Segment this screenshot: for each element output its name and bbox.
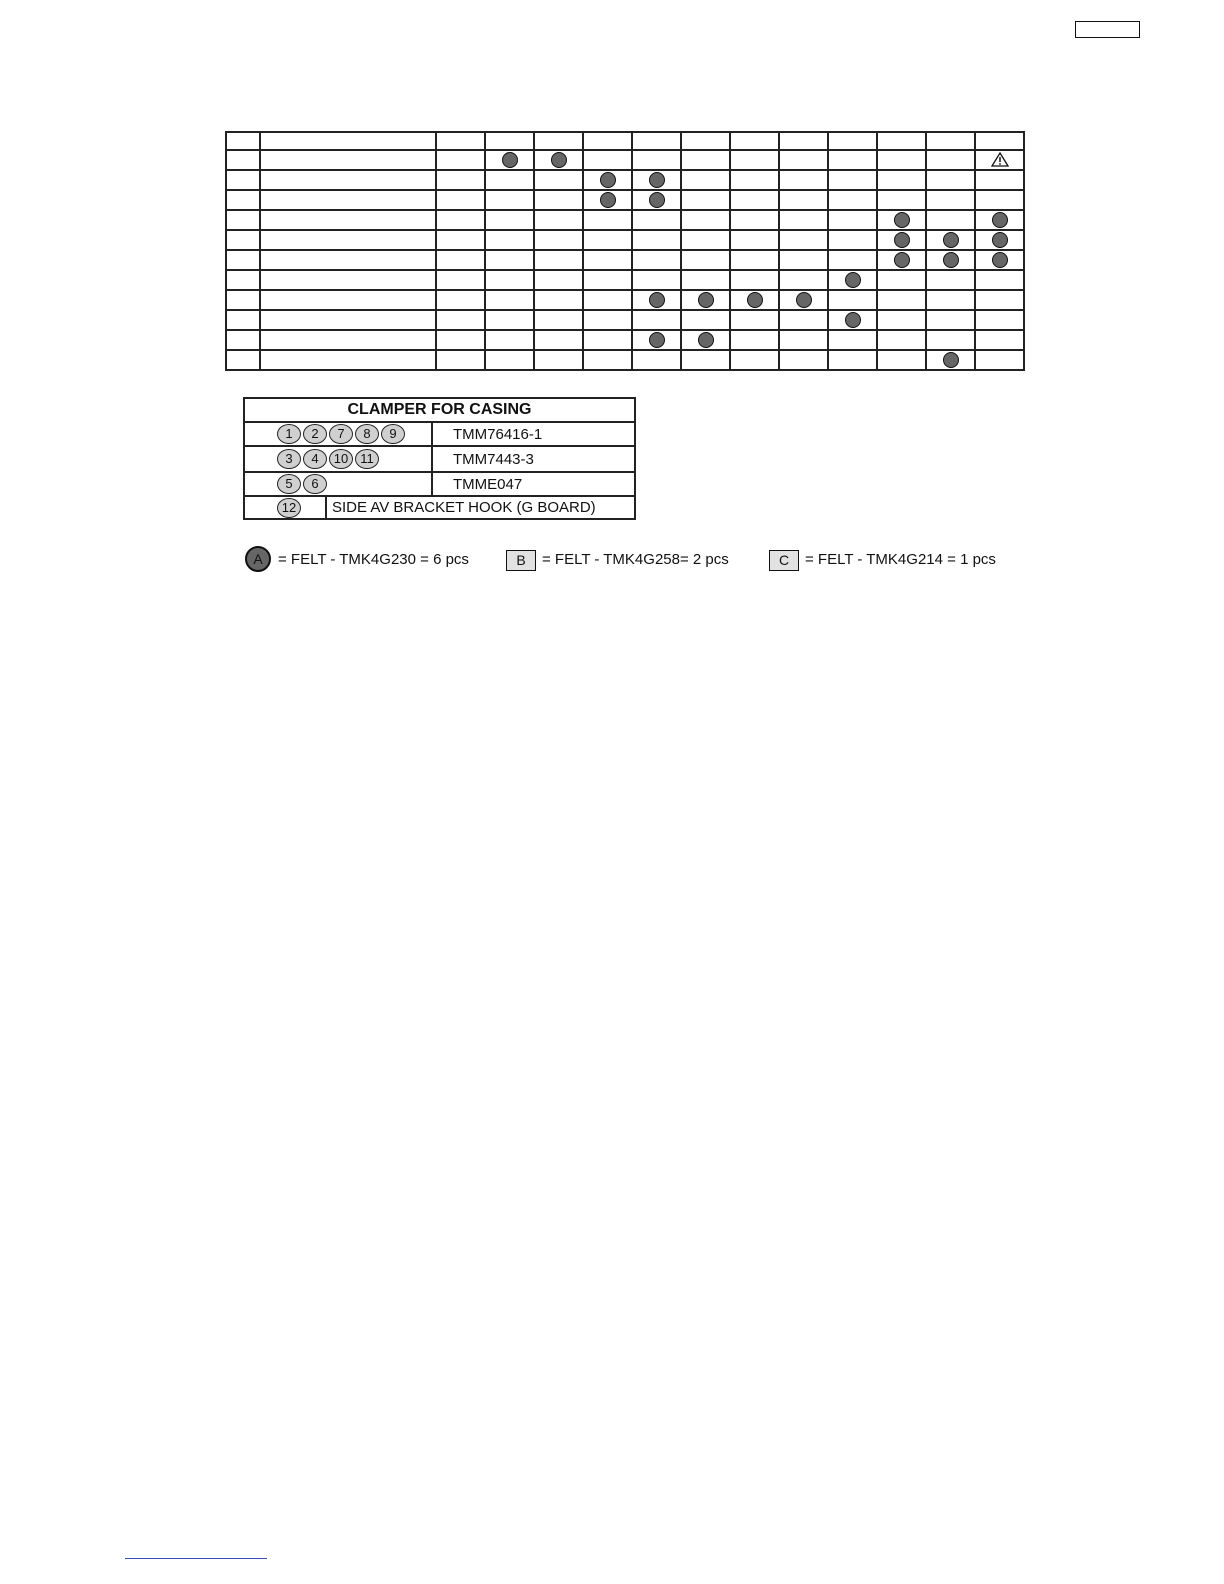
felt-dot-marker bbox=[796, 292, 812, 308]
felt-dot-marker bbox=[845, 272, 861, 288]
legend-text-b: = FELT - TMK4G258= 2 pcs bbox=[542, 550, 729, 568]
matrix-cell bbox=[730, 350, 779, 370]
matrix-cell bbox=[534, 350, 583, 370]
matrix-cell bbox=[975, 270, 1024, 290]
matrix-cell bbox=[828, 270, 877, 290]
matrix-cell bbox=[828, 150, 877, 170]
clamper-part-2: TMM7443-3 bbox=[432, 446, 635, 472]
matrix-cell bbox=[779, 170, 828, 190]
matrix-cell bbox=[436, 310, 485, 330]
matrix-row bbox=[226, 250, 1024, 270]
matrix-cell bbox=[534, 310, 583, 330]
matrix-cell bbox=[681, 210, 730, 230]
matrix-cell bbox=[485, 132, 534, 150]
matrix-cell bbox=[226, 330, 260, 350]
matrix-cell bbox=[828, 250, 877, 270]
matrix-cell bbox=[534, 210, 583, 230]
matrix-cell bbox=[975, 310, 1024, 330]
matrix-cell bbox=[975, 250, 1024, 270]
clamper-number: 11 bbox=[355, 449, 379, 469]
felt-c-symbol: C bbox=[769, 550, 799, 571]
felt-dot-marker bbox=[649, 172, 665, 188]
matrix-cell bbox=[877, 330, 926, 350]
felt-dot-marker bbox=[943, 232, 959, 248]
matrix-cell bbox=[534, 190, 583, 210]
clamper-number: 3 bbox=[277, 449, 301, 469]
clamper-number: 7 bbox=[329, 424, 353, 444]
matrix-cell bbox=[975, 330, 1024, 350]
matrix-cell bbox=[485, 330, 534, 350]
clamper-number: 12 bbox=[277, 498, 301, 518]
felt-a-symbol: A bbox=[245, 546, 271, 572]
matrix-cell bbox=[730, 230, 779, 250]
felt-dot-marker bbox=[894, 212, 910, 228]
matrix-row bbox=[226, 230, 1024, 250]
clamper-number: 8 bbox=[355, 424, 379, 444]
matrix-cell bbox=[877, 150, 926, 170]
matrix-cell bbox=[436, 190, 485, 210]
matrix-cell bbox=[226, 350, 260, 370]
matrix-cell bbox=[877, 190, 926, 210]
matrix-cell bbox=[681, 170, 730, 190]
felt-dot-marker bbox=[649, 292, 665, 308]
matrix-cell bbox=[485, 210, 534, 230]
clamper-number: 9 bbox=[381, 424, 405, 444]
matrix-cell bbox=[632, 310, 681, 330]
matrix-cell bbox=[926, 270, 975, 290]
matrix-cell bbox=[632, 330, 681, 350]
matrix-cell bbox=[975, 230, 1024, 250]
matrix-row bbox=[226, 190, 1024, 210]
matrix-cell bbox=[583, 170, 632, 190]
matrix-cell bbox=[534, 230, 583, 250]
matrix-cell bbox=[975, 190, 1024, 210]
clamper-number: 10 bbox=[329, 449, 353, 469]
matrix-cell bbox=[485, 350, 534, 370]
matrix-cell bbox=[583, 330, 632, 350]
matrix-cell bbox=[436, 210, 485, 230]
matrix-cell bbox=[681, 350, 730, 370]
matrix-cell bbox=[828, 350, 877, 370]
matrix-row bbox=[226, 290, 1024, 310]
matrix-cell bbox=[260, 270, 436, 290]
matrix-cell bbox=[583, 290, 632, 310]
matrix-cell bbox=[226, 150, 260, 170]
matrix-cell bbox=[779, 250, 828, 270]
matrix-cell bbox=[632, 290, 681, 310]
matrix-cell bbox=[485, 230, 534, 250]
clamper-part-1: TMM76416-1 bbox=[432, 422, 635, 446]
felt-dot-marker bbox=[943, 252, 959, 268]
matrix-cell bbox=[583, 250, 632, 270]
matrix-cell bbox=[583, 190, 632, 210]
matrix-cell bbox=[877, 350, 926, 370]
matrix-row bbox=[226, 270, 1024, 290]
matrix-cell bbox=[632, 230, 681, 250]
matrix-cell bbox=[534, 290, 583, 310]
page-number-box bbox=[1075, 21, 1140, 38]
matrix-cell bbox=[632, 270, 681, 290]
felt-placement-matrix bbox=[225, 131, 1025, 371]
matrix-cell bbox=[828, 190, 877, 210]
matrix-cell bbox=[926, 250, 975, 270]
matrix-cell bbox=[436, 270, 485, 290]
matrix-cell bbox=[828, 230, 877, 250]
matrix-cell bbox=[260, 290, 436, 310]
matrix-cell bbox=[877, 250, 926, 270]
matrix-cell bbox=[877, 290, 926, 310]
matrix-cell bbox=[583, 132, 632, 150]
matrix-cell bbox=[681, 190, 730, 210]
matrix-cell bbox=[534, 150, 583, 170]
matrix-cell bbox=[534, 330, 583, 350]
matrix-cell bbox=[779, 350, 828, 370]
matrix-cell bbox=[436, 250, 485, 270]
felt-dot-marker bbox=[992, 252, 1008, 268]
matrix-cell bbox=[681, 230, 730, 250]
felt-dot-marker bbox=[600, 172, 616, 188]
matrix-cell bbox=[436, 132, 485, 150]
felt-dot-marker bbox=[551, 152, 567, 168]
matrix-cell bbox=[534, 250, 583, 270]
matrix-cell bbox=[681, 132, 730, 150]
matrix-cell bbox=[779, 310, 828, 330]
matrix-cell bbox=[779, 150, 828, 170]
legend-item-c bbox=[769, 545, 996, 573]
matrix-cell bbox=[632, 250, 681, 270]
matrix-cell bbox=[583, 270, 632, 290]
matrix-cell bbox=[583, 230, 632, 250]
clamper-part-3: TMME047 bbox=[432, 472, 635, 496]
matrix-cell bbox=[226, 132, 260, 150]
matrix-cell bbox=[926, 132, 975, 150]
matrix-cell bbox=[226, 170, 260, 190]
matrix-cell bbox=[926, 290, 975, 310]
felt-dot-marker bbox=[894, 232, 910, 248]
matrix-row bbox=[226, 170, 1024, 190]
matrix-cell bbox=[828, 310, 877, 330]
matrix-cell bbox=[975, 170, 1024, 190]
matrix-cell bbox=[730, 210, 779, 230]
warning-triangle-icon bbox=[991, 152, 1009, 167]
clamper-number: 5 bbox=[277, 474, 301, 494]
matrix-cell bbox=[485, 250, 534, 270]
matrix-cell bbox=[730, 250, 779, 270]
matrix-row bbox=[226, 350, 1024, 370]
clamper-table bbox=[243, 397, 636, 520]
matrix-cell bbox=[926, 330, 975, 350]
matrix-cell bbox=[975, 210, 1024, 230]
matrix-cell bbox=[436, 330, 485, 350]
matrix-cell bbox=[681, 150, 730, 170]
matrix-cell bbox=[260, 170, 436, 190]
clamper-nums-row-1 bbox=[244, 422, 432, 446]
matrix-cell bbox=[779, 290, 828, 310]
matrix-row bbox=[226, 310, 1024, 330]
matrix-cell bbox=[730, 290, 779, 310]
matrix-cell bbox=[779, 230, 828, 250]
matrix-cell bbox=[485, 310, 534, 330]
matrix-cell bbox=[226, 230, 260, 250]
matrix-cell bbox=[877, 170, 926, 190]
clamper-nums-row-2 bbox=[244, 446, 432, 472]
clamper-nums-row-4 bbox=[244, 496, 326, 519]
matrix-cell bbox=[260, 310, 436, 330]
matrix-cell bbox=[828, 290, 877, 310]
matrix-cell bbox=[226, 190, 260, 210]
matrix-cell bbox=[632, 170, 681, 190]
matrix-cell bbox=[779, 132, 828, 150]
matrix-cell bbox=[632, 190, 681, 210]
clamper-number: 4 bbox=[303, 449, 327, 469]
felt-dot-marker bbox=[992, 212, 1008, 228]
clamper-title: CLAMPER FOR CASING bbox=[244, 398, 635, 422]
matrix-cell bbox=[485, 190, 534, 210]
matrix-cell bbox=[779, 270, 828, 290]
matrix-cell bbox=[260, 330, 436, 350]
matrix-cell bbox=[877, 270, 926, 290]
matrix-cell bbox=[730, 150, 779, 170]
matrix-cell bbox=[260, 132, 436, 150]
matrix-cell bbox=[828, 170, 877, 190]
matrix-cell bbox=[828, 330, 877, 350]
matrix-cell bbox=[730, 170, 779, 190]
matrix-cell bbox=[681, 330, 730, 350]
matrix-cell bbox=[926, 150, 975, 170]
matrix-cell bbox=[260, 210, 436, 230]
matrix-cell bbox=[436, 170, 485, 190]
matrix-cell bbox=[975, 290, 1024, 310]
matrix-cell bbox=[975, 150, 1024, 170]
matrix-cell bbox=[877, 310, 926, 330]
matrix-cell bbox=[260, 250, 436, 270]
footer-link-line bbox=[125, 1558, 267, 1559]
matrix-cell bbox=[534, 270, 583, 290]
matrix-cell bbox=[583, 210, 632, 230]
matrix-cell bbox=[926, 230, 975, 250]
legend-item-b bbox=[506, 545, 729, 573]
matrix-cell bbox=[226, 290, 260, 310]
matrix-cell bbox=[485, 150, 534, 170]
legend-text-c: = FELT - TMK4G214 = 1 pcs bbox=[805, 550, 996, 568]
felt-dot-marker bbox=[698, 332, 714, 348]
matrix-cell bbox=[681, 310, 730, 330]
felt-dot-marker bbox=[698, 292, 714, 308]
matrix-cell bbox=[632, 132, 681, 150]
clamper-number: 2 bbox=[303, 424, 327, 444]
matrix-cell bbox=[926, 190, 975, 210]
matrix-cell bbox=[260, 150, 436, 170]
felt-dot-marker bbox=[649, 332, 665, 348]
matrix-cell bbox=[828, 210, 877, 230]
matrix-cell bbox=[583, 150, 632, 170]
matrix-cell bbox=[260, 230, 436, 250]
matrix-cell bbox=[226, 270, 260, 290]
felt-dot-marker bbox=[747, 292, 763, 308]
matrix-cell bbox=[485, 290, 534, 310]
matrix-cell bbox=[926, 210, 975, 230]
matrix-cell bbox=[828, 132, 877, 150]
matrix-cell bbox=[436, 290, 485, 310]
felt-dot-marker bbox=[600, 192, 616, 208]
matrix-cell bbox=[226, 250, 260, 270]
matrix-cell bbox=[681, 250, 730, 270]
matrix-cell bbox=[534, 170, 583, 190]
matrix-cell bbox=[583, 310, 632, 330]
clamper-nums-row-3 bbox=[244, 472, 432, 496]
clamper-number: 6 bbox=[303, 474, 327, 494]
matrix-cell bbox=[632, 210, 681, 230]
matrix-cell bbox=[226, 210, 260, 230]
matrix-cell bbox=[730, 270, 779, 290]
matrix-cell bbox=[730, 310, 779, 330]
matrix-row bbox=[226, 132, 1024, 150]
matrix-cell bbox=[260, 350, 436, 370]
matrix-cell bbox=[226, 310, 260, 330]
legend-text-a: = FELT - TMK4G230 = 6 pcs bbox=[278, 550, 469, 568]
matrix-cell bbox=[730, 132, 779, 150]
clamper-number: 1 bbox=[277, 424, 301, 444]
matrix-cell bbox=[975, 350, 1024, 370]
matrix-cell bbox=[730, 330, 779, 350]
felt-dot-marker bbox=[943, 352, 959, 368]
legend-item-a bbox=[245, 545, 469, 573]
matrix-cell bbox=[681, 270, 730, 290]
matrix-cell bbox=[779, 330, 828, 350]
felt-dot-marker bbox=[845, 312, 861, 328]
matrix-cell bbox=[436, 350, 485, 370]
matrix-cell bbox=[436, 150, 485, 170]
felt-dot-marker bbox=[992, 232, 1008, 248]
matrix-cell bbox=[632, 150, 681, 170]
matrix-cell bbox=[779, 190, 828, 210]
matrix-row bbox=[226, 330, 1024, 350]
matrix-cell bbox=[779, 210, 828, 230]
matrix-row bbox=[226, 150, 1024, 170]
matrix-row bbox=[226, 210, 1024, 230]
matrix-cell bbox=[260, 190, 436, 210]
matrix-cell bbox=[436, 230, 485, 250]
matrix-cell bbox=[681, 290, 730, 310]
matrix-cell bbox=[975, 132, 1024, 150]
matrix-cell bbox=[877, 210, 926, 230]
matrix-cell bbox=[730, 190, 779, 210]
matrix-cell bbox=[926, 350, 975, 370]
matrix-cell bbox=[485, 170, 534, 190]
felt-b-symbol: B bbox=[506, 550, 536, 571]
matrix-cell bbox=[485, 270, 534, 290]
matrix-cell bbox=[926, 310, 975, 330]
matrix-cell bbox=[583, 350, 632, 370]
felt-dot-marker bbox=[502, 152, 518, 168]
clamper-last-desc: SIDE AV BRACKET HOOK (G BOARD) bbox=[326, 496, 635, 519]
matrix-cell bbox=[632, 350, 681, 370]
matrix-cell bbox=[877, 230, 926, 250]
matrix-cell bbox=[877, 132, 926, 150]
matrix-cell bbox=[926, 170, 975, 190]
felt-dot-marker bbox=[894, 252, 910, 268]
felt-dot-marker bbox=[649, 192, 665, 208]
matrix-cell bbox=[534, 132, 583, 150]
